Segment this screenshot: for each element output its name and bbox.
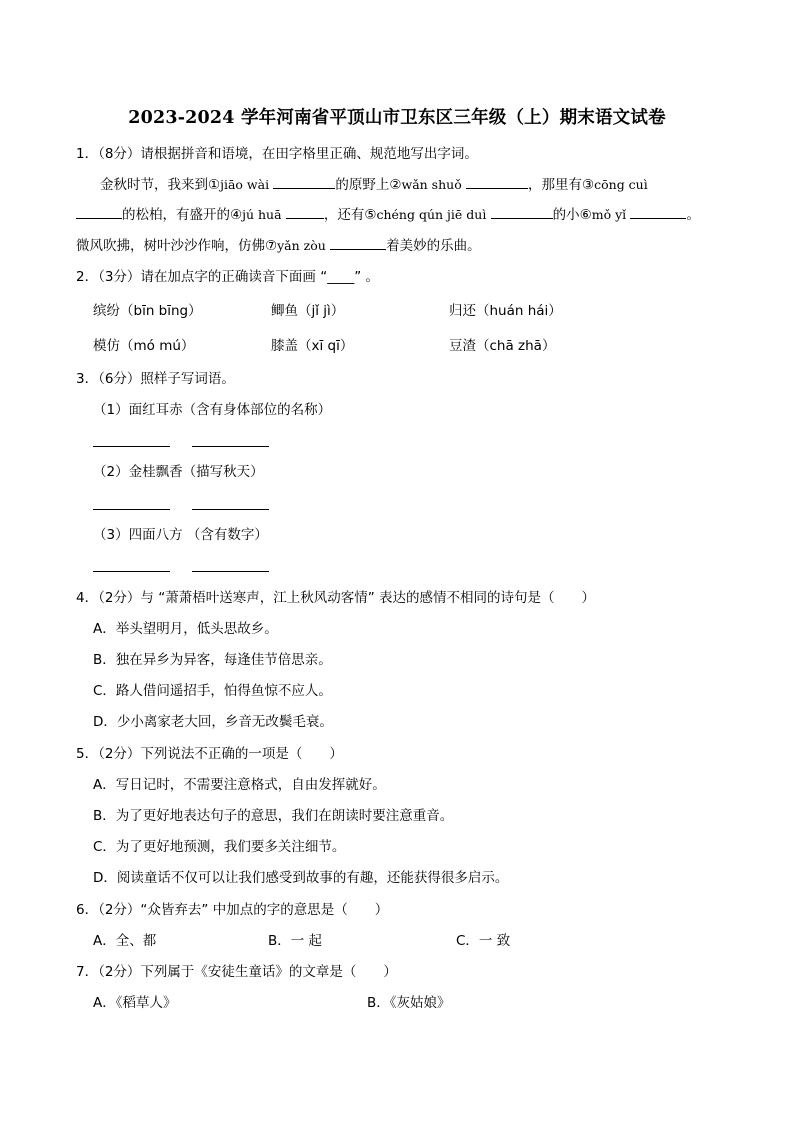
q1-text: 微风吹拂，树叶沙沙作响，仿佛⑦ (76, 238, 278, 254)
pinyin-1: jiāo wài (220, 177, 270, 192)
q3-sub-2: （2）金桂飘香（描写秋天） (93, 464, 264, 480)
pinyin-4: jú huā (242, 207, 282, 222)
answer-line[interactable] (192, 571, 269, 572)
q4-option-b[interactable]: B．独在异乡为异客，每逢佳节倍思亲。 (93, 652, 332, 668)
pinyin-7: yǎn zòu (277, 238, 326, 253)
answer-line[interactable] (192, 446, 269, 447)
q2-item[interactable]: 模仿（mó mú） (93, 338, 195, 354)
q2-item[interactable]: 膝盖（xī qī） (271, 338, 354, 354)
pinyin-2: wǎn shuǒ (401, 177, 462, 192)
q1-text: 。 (686, 207, 700, 223)
q7-option-b[interactable]: B．《灰姑娘》 (367, 995, 451, 1011)
q6-option-b[interactable]: B．一 起 (268, 933, 323, 949)
q5-stem: 5．（2分）下列说法不正确的一项是（ ） (76, 746, 343, 762)
q4-option-a[interactable]: A．举头望明月，低头思故乡。 (93, 621, 278, 637)
q1-text: 的小⑥ (552, 207, 592, 223)
q2-item[interactable]: 鲫鱼（jǐ jì） (271, 303, 345, 319)
q2-stem: 2．（3分）请在加点字的正确读音下面画 “____” 。 (76, 269, 379, 285)
answer-blank-1[interactable] (273, 176, 335, 189)
answer-blank-4[interactable] (286, 206, 324, 219)
q1-text: 金秋时节，我来到① (100, 177, 221, 193)
q5-option-c[interactable]: C．为了更好地预测，我们要多关注细节。 (93, 839, 346, 855)
q6-stem: 6．（2分）“众皆弃去” 中加点的字的意思是（ ） (76, 902, 389, 918)
answer-line[interactable] (93, 571, 170, 572)
q3-sub-3: （3）四面八方 （含有数字） (93, 527, 268, 543)
q4-option-d[interactable]: D．少小离家老大回，乡音无改鬓毛衰。 (93, 714, 333, 730)
q5-option-b[interactable]: B．为了更好地表达句子的意思，我们在朗读时要注意重音。 (93, 808, 454, 824)
q4-stem: 4．（2分）与 “萧萧梧叶送寒声，江上秋风动客情” 表达的感情不相同的诗句是（ ） (76, 590, 595, 606)
pinyin-6: mǒ yǐ (591, 207, 627, 222)
answer-blank-5[interactable] (491, 206, 553, 219)
pinyin-5: chéng qún jiē duì (376, 207, 487, 222)
q7-option-a[interactable]: A．《稻草人》 (93, 995, 177, 1011)
answer-line[interactable] (93, 509, 170, 510)
q7-stem: 7．（2分）下列属于《安徒生童话》的文章是（ ） (76, 964, 397, 980)
q3-sub-1: （1）面红耳赤（含有身体部位的名称） (93, 402, 332, 418)
q1-text: ，那里有③ (528, 177, 595, 193)
pinyin-3: cōng cuì (594, 177, 648, 192)
q2-item[interactable]: 豆渣（chā zhā） (449, 338, 556, 354)
q5-option-d[interactable]: D．阅读童话不仅可以让我们感受到故事的有趣，还能获得很多启示。 (93, 870, 509, 886)
q6-option-c[interactable]: C．一 致 (456, 933, 511, 949)
q2-item[interactable]: 缤纷（bīn bīng） (93, 303, 202, 319)
answer-line[interactable] (93, 446, 170, 447)
q1-text: ，还有⑤ (323, 207, 377, 223)
q3-stem: 3．（6分）照样子写词语。 (76, 371, 235, 387)
q1-line-3 (76, 237, 481, 255)
q1-text: 的松柏，有盛开的④ (122, 207, 243, 223)
q5-option-a[interactable]: A．写日记时，不需要注意格式，自由发挥就好。 (93, 777, 386, 793)
q4-option-c[interactable]: C．路人借问遥招手，怕得鱼惊不应人。 (93, 683, 332, 699)
q6-option-a[interactable]: A．全、都 (93, 933, 157, 949)
q1-stem: 1．（8分）请根据拼音和语境，在田字格里正确、规范地写出字词。 (76, 146, 478, 162)
answer-blank-6[interactable] (630, 206, 686, 219)
q1-text: 的原野上② (335, 177, 402, 193)
q1-text: 着美妙的乐曲。 (386, 238, 481, 254)
q2-item[interactable]: 归还（huán hái） (449, 303, 562, 319)
answer-blank-2[interactable] (466, 176, 528, 189)
q1-line-1 (100, 176, 648, 194)
q1-line-2 (76, 206, 700, 224)
answer-blank-3[interactable] (76, 206, 122, 219)
exam-title: 2023-2024 学年河南省平顶山市卫东区三年级（上）期末语文试卷 (128, 108, 666, 128)
answer-line[interactable] (192, 509, 269, 510)
answer-blank-7[interactable] (330, 237, 386, 250)
